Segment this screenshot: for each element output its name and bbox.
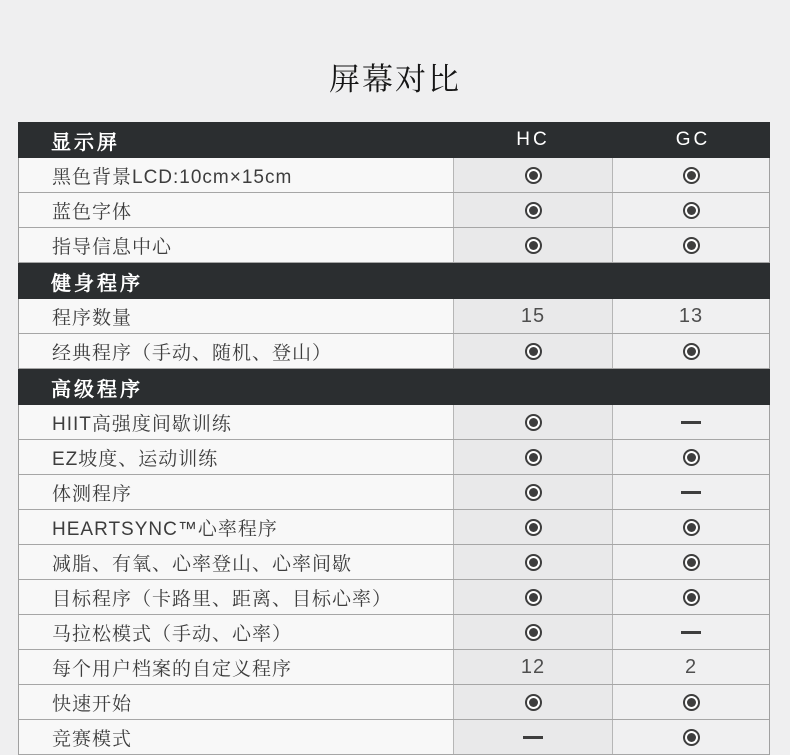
- section-header-label: 高级程序: [51, 378, 143, 401]
- gc-value-cell: [612, 158, 769, 192]
- gc-value-cell: [612, 650, 769, 684]
- hc-value-cell: [453, 228, 612, 262]
- gc-value-cell: [612, 510, 769, 544]
- table-row: [19, 545, 769, 580]
- filled-ring-dot-icon: [525, 519, 542, 536]
- filled-ring-dot-icon: [683, 589, 700, 606]
- gc-value-cell: [612, 580, 769, 614]
- gc-value-cell: [612, 475, 769, 509]
- feature-label: 蓝色字体: [19, 193, 453, 227]
- hc-value-cell: [453, 440, 612, 474]
- filled-ring-dot-icon: [683, 449, 700, 466]
- filled-ring-dot-icon: [683, 202, 700, 219]
- column-header-hc: HC: [516, 129, 550, 150]
- table-row: [19, 580, 769, 615]
- gc-value-cell: [612, 615, 769, 649]
- hc-value-cell: [453, 158, 612, 192]
- feature-label: 目标程序（卡路里、距离、目标心率）: [19, 580, 453, 614]
- filled-ring-dot-icon: [683, 343, 700, 360]
- table-row: [19, 405, 769, 440]
- dash-icon: [681, 631, 701, 634]
- table-row: [19, 650, 769, 685]
- hc-value-cell: [453, 334, 612, 368]
- section-header-band: [18, 122, 770, 158]
- filled-ring-dot-icon: [525, 449, 542, 466]
- feature-label: 减脂、有氧、心率登山、心率间歇: [19, 545, 453, 579]
- section-header-label: 显示屏: [51, 131, 120, 154]
- filled-ring-dot-icon: [525, 414, 542, 431]
- gc-value-cell: [612, 193, 769, 227]
- table-row: [19, 193, 769, 228]
- feature-label: 每个用户档案的自定义程序: [19, 650, 453, 684]
- hc-value-cell: [453, 299, 612, 333]
- section-header-band: [18, 369, 770, 405]
- filled-ring-dot-icon: [525, 589, 542, 606]
- filled-ring-dot-icon: [683, 167, 700, 184]
- value-text: 12: [520, 655, 546, 678]
- feature-label: 竞赛模式: [19, 720, 453, 754]
- filled-ring-dot-icon: [525, 167, 542, 184]
- feature-label: 黑色背景LCD:10cm×15cm: [19, 158, 453, 192]
- page-title: 屏幕对比: [329, 62, 461, 97]
- feature-label: EZ坡度、运动训练: [19, 440, 453, 474]
- feature-label: 体测程序: [19, 475, 453, 509]
- feature-label: 指导信息中心: [19, 228, 453, 262]
- hc-value-cell: [453, 475, 612, 509]
- dash-icon: [681, 491, 701, 494]
- gc-value-cell: [612, 405, 769, 439]
- filled-ring-dot-icon: [525, 484, 542, 501]
- table-row: [19, 615, 769, 650]
- filled-ring-dot-icon: [525, 202, 542, 219]
- feature-label: HEARTSYNC™心率程序: [19, 510, 453, 544]
- gc-value-cell: [612, 545, 769, 579]
- column-header-gc: GC: [675, 129, 711, 150]
- table-row: [19, 685, 769, 720]
- filled-ring-dot-icon: [525, 554, 542, 571]
- section-header-label: 健身程序: [51, 272, 143, 295]
- table-row: [19, 334, 769, 369]
- hc-value-cell: [453, 720, 612, 754]
- filled-ring-dot-icon: [525, 237, 542, 254]
- gc-value-cell: [612, 685, 769, 719]
- gc-value-cell: [612, 334, 769, 368]
- comparison-table: [18, 122, 770, 755]
- feature-label: HIIT高强度间歇训练: [19, 405, 453, 439]
- feature-label: 快速开始: [19, 685, 453, 719]
- table-row: [19, 440, 769, 475]
- filled-ring-dot-icon: [683, 694, 700, 711]
- table-row: [19, 228, 769, 263]
- dash-icon: [523, 736, 543, 739]
- hc-value-cell: [453, 193, 612, 227]
- filled-ring-dot-icon: [683, 519, 700, 536]
- table-row: [19, 720, 769, 755]
- gc-value-cell: [612, 299, 769, 333]
- table-row: [19, 158, 769, 193]
- value-text: 15: [520, 304, 546, 327]
- table-row: [19, 510, 769, 545]
- filled-ring-dot-icon: [525, 694, 542, 711]
- feature-label: 程序数量: [19, 299, 453, 333]
- filled-ring-dot-icon: [683, 554, 700, 571]
- dash-icon: [681, 421, 701, 424]
- hc-value-cell: [453, 405, 612, 439]
- value-text: 13: [678, 304, 704, 327]
- hc-value-cell: [453, 545, 612, 579]
- hc-value-cell: [453, 650, 612, 684]
- gc-value-cell: [612, 440, 769, 474]
- hc-value-cell: [453, 685, 612, 719]
- gc-value-cell: [612, 720, 769, 754]
- filled-ring-dot-icon: [525, 343, 542, 360]
- section-header-band: [18, 263, 770, 299]
- filled-ring-dot-icon: [525, 624, 542, 641]
- feature-label: 马拉松模式（手动、心率）: [19, 615, 453, 649]
- table-row: [19, 475, 769, 510]
- hc-value-cell: [453, 615, 612, 649]
- gc-value-cell: [612, 228, 769, 262]
- hc-value-cell: [453, 580, 612, 614]
- filled-ring-dot-icon: [683, 729, 700, 746]
- hc-value-cell: [453, 510, 612, 544]
- filled-ring-dot-icon: [683, 237, 700, 254]
- value-text: 2: [684, 655, 698, 678]
- table-row: [19, 299, 769, 334]
- feature-label: 经典程序（手动、随机、登山）: [19, 334, 453, 368]
